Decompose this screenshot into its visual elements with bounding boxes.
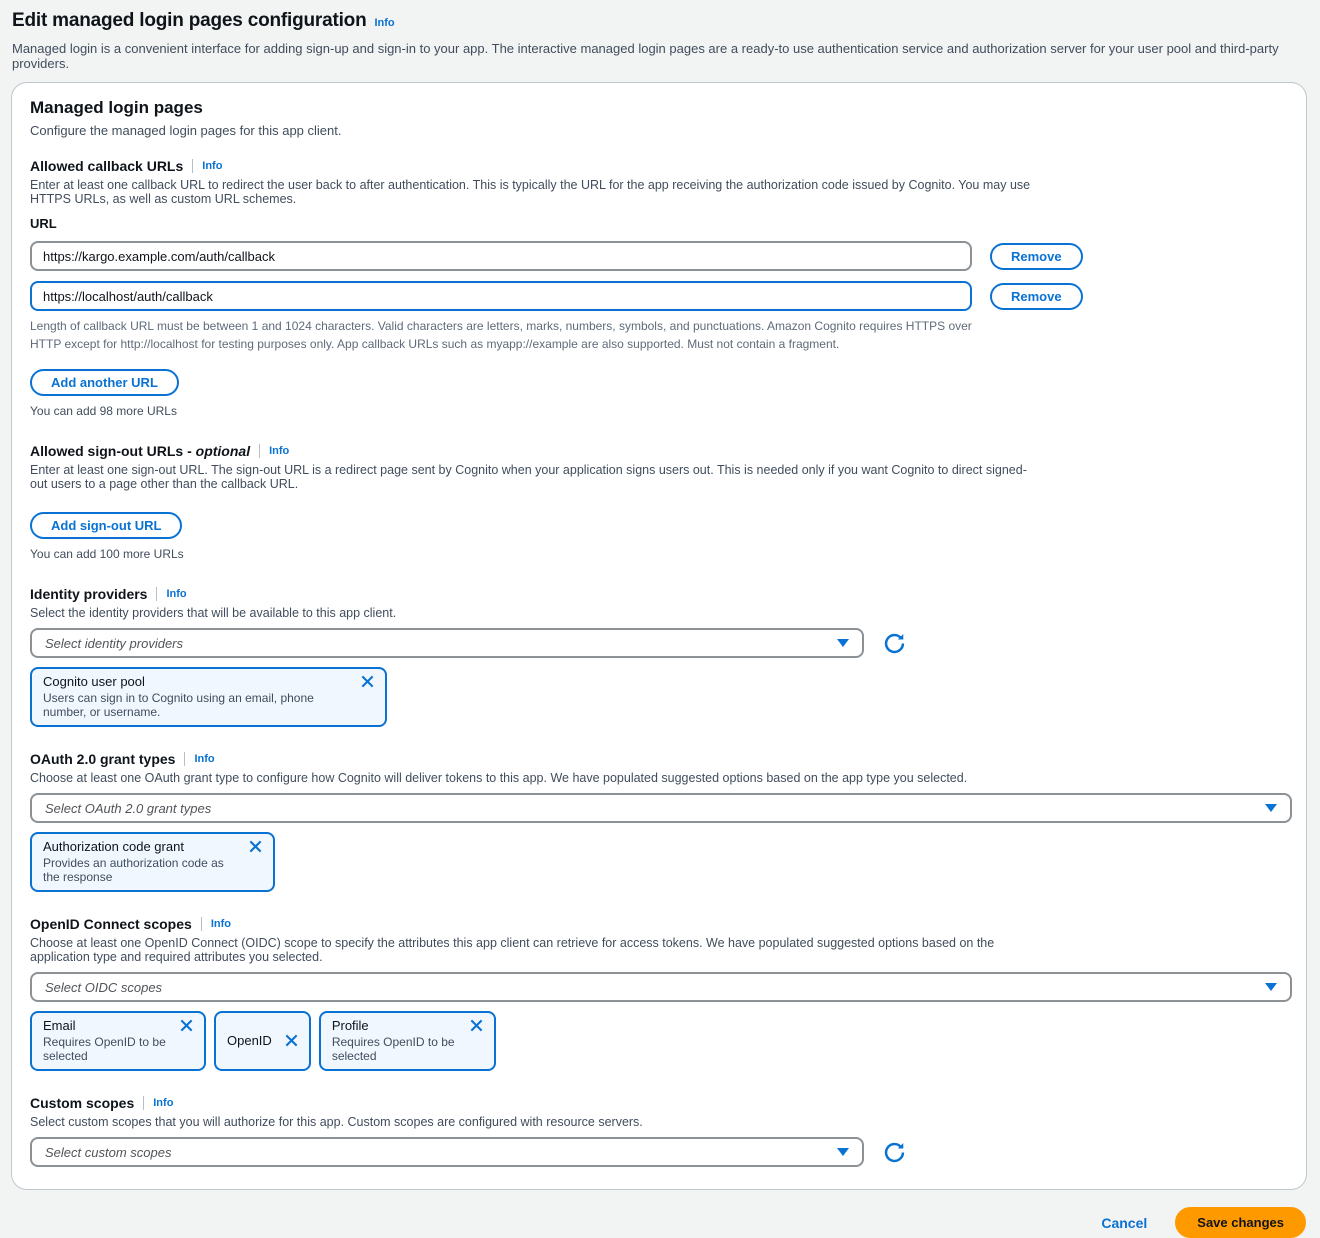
identity-providers-refresh-button[interactable] (881, 630, 908, 657)
oidc-info-link[interactable]: Info (210, 918, 231, 930)
remove-url-button-1[interactable]: Remove (990, 243, 1083, 270)
dismiss-icon[interactable] (469, 1018, 484, 1033)
identity-providers-select[interactable] (30, 628, 864, 658)
token-description: Requires OpenID to be selected (331, 1035, 455, 1063)
section-signout-urls (30, 443, 1288, 561)
signout-info-link[interactable]: Info (269, 445, 290, 457)
token-title: Cognito user pool (43, 674, 145, 689)
managed-login-card (11, 82, 1307, 1190)
url-label: URL (30, 216, 57, 231)
token-email (30, 1011, 206, 1071)
callback-url-row (30, 241, 1288, 271)
section-oidc-scopes (30, 916, 1288, 1071)
card-subtitle: Configure the managed login pages for this app client. (30, 123, 342, 138)
page-header (0, 0, 1320, 71)
custom-scopes-info-link[interactable]: Info (153, 1097, 174, 1109)
oauth-placeholder: Select OAuth 2.0 grant types (45, 800, 212, 816)
page-info-link[interactable]: Info (374, 17, 395, 29)
callback-url-row (30, 281, 1288, 311)
section-identity-providers (30, 586, 1288, 727)
chevron-down-icon (1265, 804, 1277, 812)
token-cognito-user-pool (30, 667, 387, 727)
callback-info-link[interactable]: Info (202, 160, 223, 172)
custom-scopes-label: Custom scopes (30, 1095, 135, 1111)
token-description: Users can sign in to Cognito using an email, phone number, or username. (43, 691, 314, 719)
optional-label: optional (195, 443, 251, 459)
save-changes-button[interactable]: Save changes (1175, 1207, 1306, 1238)
oidc-scopes-label: OpenID Connect scopes (30, 916, 192, 932)
token-profile (319, 1011, 496, 1071)
custom-scopes-placeholder: Select custom scopes (45, 1144, 172, 1160)
callback-constraint-text: Length of callback URL must be between 1 and 1024 characters. Valid characters are letters, marks, numbers, symbols, and punctuations. Amazon Cognito requires HTTPS over HTTP except for http://localhost for testing purposes only. App callback URLs such as myapp://example are also supported. Must not contain a fragment. (30, 319, 972, 351)
chevron-down-icon (1265, 983, 1277, 991)
oauth-grant-types-label: OAuth 2.0 grant types (30, 751, 176, 767)
chevron-down-icon (837, 1148, 849, 1156)
divider (192, 159, 193, 173)
section-callback-urls (30, 158, 1288, 418)
divider (156, 587, 157, 601)
dismiss-icon[interactable] (248, 839, 263, 854)
oidc-scopes-select[interactable] (30, 972, 1292, 1002)
token-title: Email (43, 1018, 76, 1033)
token-description: Provides an authorization code as the response (43, 856, 224, 884)
section-oauth-grant-types (30, 751, 1288, 892)
section-custom-scopes (30, 1095, 1288, 1167)
oauth-description: Choose at least one OAuth grant type to configure how Cognito will deliver tokens to this app. We have populated suggested options based on the app type you selected. (30, 771, 968, 785)
refresh-icon (881, 1139, 908, 1166)
callback-url-input-2[interactable] (30, 281, 972, 311)
token-openid (214, 1011, 311, 1071)
chevron-down-icon (837, 639, 849, 647)
refresh-icon (881, 630, 908, 657)
oidc-placeholder: Select OIDC scopes (45, 979, 163, 995)
signout-urls-label: Allowed sign-out URLs - optional (30, 443, 251, 459)
oauth-info-link[interactable]: Info (194, 753, 215, 765)
custom-scopes-description: Select custom scopes that you will authorize for this app. Custom scopes are configured with resource servers. (30, 1115, 643, 1129)
divider (259, 444, 260, 458)
add-signout-url-button[interactable]: Add sign-out URL (30, 512, 182, 539)
identity-providers-placeholder: Select identity providers (45, 635, 184, 651)
divider (201, 917, 202, 931)
token-title: Authorization code grant (43, 839, 184, 854)
token-title: Profile (331, 1018, 369, 1033)
identity-providers-label: Identity providers (30, 586, 148, 602)
callback-description: Enter at least one callback URL to redirect the user back to after authentication. This is typically the URL for the app receiving the authorization code issued by Cognito. You may use HTTPS URLs, as well as custom URL schemes. (30, 178, 1031, 206)
identity-providers-description: Select the identity providers that will be available to this app client. (30, 606, 397, 620)
dismiss-icon[interactable] (284, 1033, 299, 1048)
divider (143, 1096, 144, 1110)
card-title: Managed login pages (30, 98, 203, 117)
cancel-button[interactable]: Cancel (1101, 1214, 1148, 1231)
oidc-description: Choose at least one OpenID Connect (OIDC) scope to specify the attributes this app client can retrieve for access tokens. We have populated suggested options based on the application type and required attributes you selected. (30, 936, 995, 964)
page-title: Edit managed login pages configuration (12, 10, 367, 31)
token-title: OpenID (227, 1033, 272, 1048)
callback-remaining-text: You can add 98 more URLs (30, 404, 177, 418)
signout-remaining-text: You can add 100 more URLs (30, 547, 184, 561)
callback-url-input-1[interactable] (30, 241, 972, 271)
identity-providers-info-link[interactable]: Info (166, 588, 187, 600)
custom-scopes-refresh-button[interactable] (881, 1139, 908, 1166)
page-description: Managed login is a convenient interface for adding sign-up and sign-in to your app. The interactive managed login pages are a ready-to use authentication service and authorization server for your user pool and third-party providers. (12, 41, 1279, 71)
remove-url-button-2[interactable]: Remove (990, 283, 1083, 310)
signout-description: Enter at least one sign-out URL. The sign-out URL is a redirect page sent by Cognito when your application signs users out. This is needed only if you want Cognito to direct signed-out users to a page other than the callback URL. (30, 463, 1027, 491)
dismiss-icon[interactable] (360, 674, 375, 689)
oauth-grant-types-select[interactable] (30, 793, 1292, 823)
add-another-url-button[interactable]: Add another URL (30, 369, 179, 396)
form-actions (0, 1207, 1306, 1238)
dismiss-icon[interactable] (179, 1018, 194, 1033)
divider (184, 752, 185, 766)
token-description: Requires OpenID to be selected (43, 1035, 166, 1063)
callback-urls-label: Allowed callback URLs (30, 158, 184, 174)
token-authorization-code-grant (30, 832, 275, 892)
custom-scopes-select[interactable] (30, 1137, 864, 1167)
